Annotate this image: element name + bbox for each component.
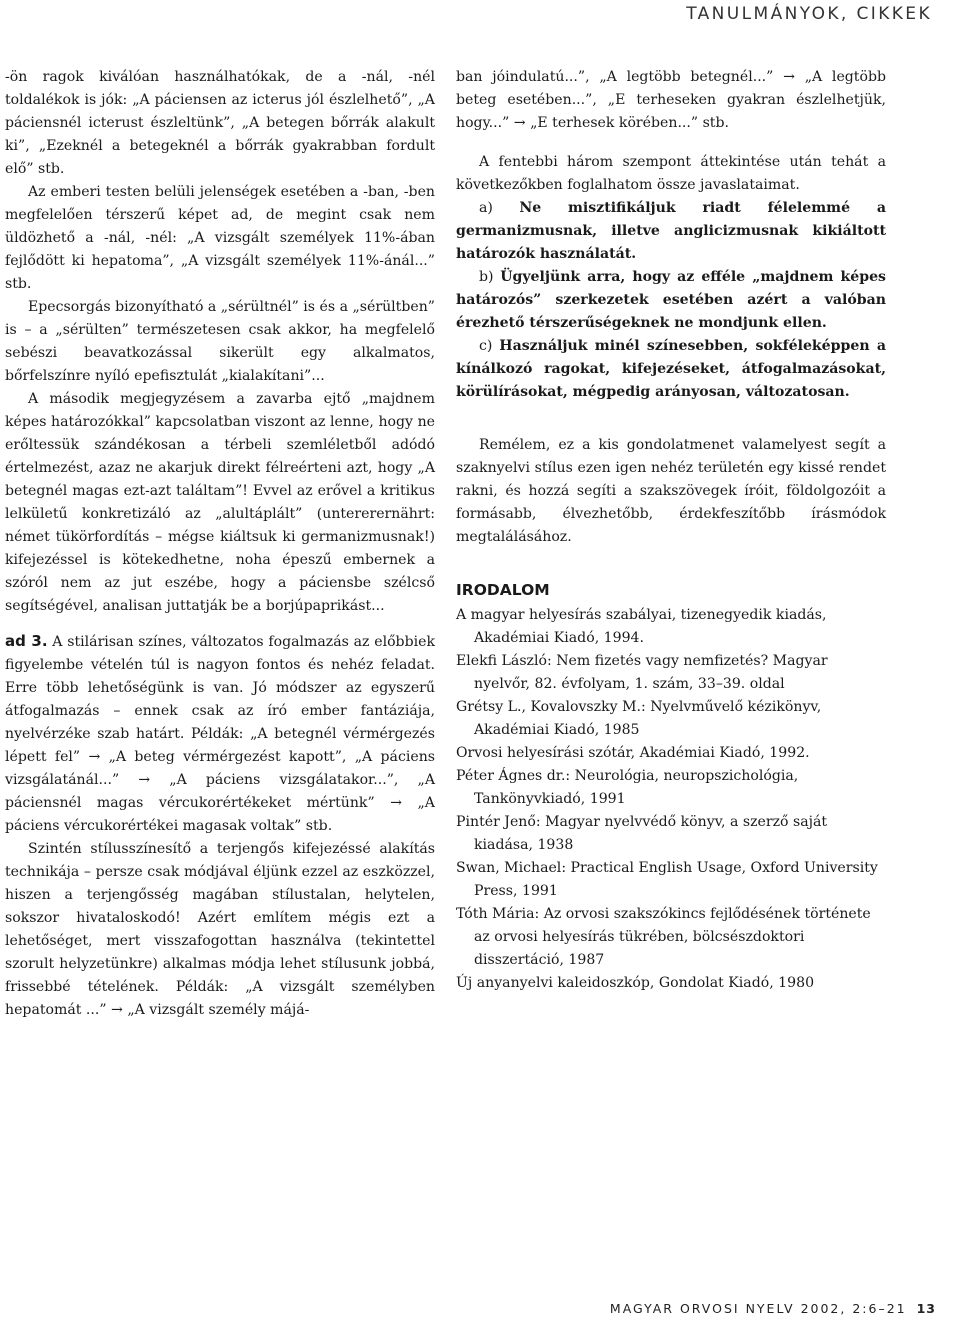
page-number: 13: [916, 1301, 936, 1316]
references-list: [456, 604, 886, 995]
rec-text: Használjuk minél színesebben, sokféleképpen a kínálkozó ragokat, kifejezéseket, átfogalmazásokat, körülírásokat, mégpedig arányosan, változatosan.: [456, 338, 886, 400]
reference-item: Pintér Jenő: Magyar nyelvvédő könyv, a szerző saját kiadása, 1938: [456, 814, 828, 853]
recommendation-a: [456, 197, 886, 266]
recommendation-b: [456, 266, 886, 335]
paragraph: ban jóindulatú...”, „A legtöbb betegnél...” → „A legtöbb beteg esetében...”, „E terheseken gyakran észlelhetjük, hogy...” → „E terhesek körében...” stb.: [456, 69, 886, 131]
reference-item: Tóth Mária: Az orvosi szakszókincs fejlődésének története az orvosi helyesírás tükrében, bölcsészdoktori disszertáció, 1987: [456, 906, 871, 968]
rec-text: Ügyeljünk arra, hogy az efféle „majdnem képes határozós” szerkezetek esetében azért a valóban érezhető térszerűségeknek ne mondjunk ellen.: [456, 269, 886, 331]
reference-item: Grétsy L., Kovalovszky M.: Nyelvművelő kézikönyv, Akadémiai Kiadó, 1985: [456, 699, 822, 738]
paragraph: A fentebbi három szempont áttekintése után tehát a következőkben foglalhatom össze javaslataimat.: [456, 154, 886, 193]
reference-item: A magyar helyesírás szabályai, tizenegyedik kiadás, Akadémiai Kiadó, 1994.: [456, 607, 827, 646]
paragraph: Epecsorgás bizonyítható a „sérültnél” is és a „sérültben” is – a „sérülten” természetesen csak akkor, ha megfelelő sebészi beavatkozással sikerült egy alkalmatos, bőrfelszínre nyíló epefisztulát „kialakítani”...: [5, 299, 435, 384]
ad-3-heading: ad 3.: [5, 632, 48, 650]
left-column: [5, 66, 435, 1022]
reference-item: Péter Ágnes dr.: Neurológia, neuropszichológia, Tankönyvkiadó, 1991: [456, 768, 799, 807]
section-header: TANULMÁNYOK, CIKKEK: [686, 4, 932, 24]
page-footer: [610, 1301, 936, 1316]
paragraph: A második megjegyzésem a zavarba ejtő „majdnem képes határozókkal” kapcsolatban viszont az lenne, hogy ne erőltessük szándékosan a térbeli szemléletből adódó értelmezést, azaz ne akarjuk direkt félreérteni azt, hogy „A betegnél magas ezt-azt találtam”! Evvel az erővel a kritikus lelkületű konkretizáló az „alultáplált” (untererernährt: német tükörfordítás – mégse kiáltsuk ki germanizmusnak!) kifejezéssel is kötekedhetne, noha épeszű embernek a szóról nem az jut eszébe, hogy a páciensbe szélcső segítségével, analisan juttatják be a borjúpaprikást...: [5, 391, 435, 614]
journal-citation: MAGYAR ORVOSI NYELV 2002, 2:6–21: [609, 1301, 907, 1316]
reference-item: Orvosi helyesírási szótár, Akadémiai Kiadó, 1992.: [456, 745, 810, 761]
rec-label: a): [479, 200, 493, 216]
rec-text: Ne misztifikáljuk riadt félelemmé a germanizmusnak, illetve anglicizmusnak kikiáltott határozók használatát.: [456, 200, 887, 262]
recommendation-c: [456, 335, 886, 404]
paragraph: Szintén stílusszínesítő a terjengős kifejezéssé alakítás technikája – persze csak módjával éljünk ezzel az eszközzel, hiszen a terjengősség magában stílustalan, helytelen, sokszor hivataloskodó! Azért említem mégis ezt a lehetőséget, mert visszafogottan használva (tekintettel szorult helyzetünkre) alkalmas módja lehet stílusunk jobbá, frissebbé tételének. Példák: „A vizsgált személyben hepatomát ...” → „A vizsgált személy májá-: [5, 841, 435, 1018]
paragraph: Az emberi testen belüli jelenségek esetében a -ban, -ben megfelelően térszerű képet ad, de megint csak nem üldözhető a -nál, -nél: „A vizsgált személyek 11%-ában fejlődött ki hepatoma”, „A vizsgált személyek 11%-ánál...” stb.: [5, 184, 435, 292]
reference-item: Swan, Michael: Practical English Usage, Oxford University Press, 1991: [456, 860, 878, 899]
paragraph: -ön ragok kiválóan használhatókak, de a -nál, -nél toldalékok is jók: „A páciensen az icterus jól észlelhető”, „A páciensnél icterust észleltünk”, „A betegen bőrrák alakult ki”, „Ezeknél a betegeknél a bőrrák gyakrabban fordult elő” stb.: [5, 69, 435, 177]
reference-item: Elekfi László: Nem fizetés vagy nemfizetés? Magyar nyelvőr, 82. évfolyam, 1. szám, 33–39. oldal: [456, 653, 828, 692]
rec-label: b): [479, 269, 494, 285]
paragraph-text: A stilárisan színes, változatos fogalmazás az előbbiek figyelembe vételén túl is nagyon fontos és nehéz feladat. Erre több lehetőségünk is van. Jó módszer az egyszerű átfogalmazás – ennek csak az író ember fantáziája, nyelvérzéke szab határt. Példák: „A betegnél vérmérgezés lépett fel” → „A beteg vérmérgezést kapott”, „A páciens vizsgálatánál...” → „A páciens vizsgálatakor...”, „A páciensnél magas vércukorértékeket mértünk” → „A páciens vércukorértékei magasak voltak” stb.: [5, 634, 435, 834]
right-column: [456, 66, 886, 995]
ad-3-paragraph: [5, 630, 435, 838]
recommendations: [456, 197, 886, 404]
reference-item: Új anyanyelvi kaleidoszkóp, Gondolat Kiadó, 1980: [456, 975, 815, 991]
rec-label: c): [479, 338, 493, 354]
references-title: IRODALOM: [456, 581, 550, 599]
paragraph: Remélem, ez a kis gondolatmenet valamelyest segít a szaknyelvi stílus ezen igen nehéz területén egy kissé rendet rakni, és hozzá segíti a szakszövegek íróit, földolgozóit a formásabb, élvezhetőbb, érdekfeszítőbb írásmódok megtalálásához.: [456, 437, 886, 545]
